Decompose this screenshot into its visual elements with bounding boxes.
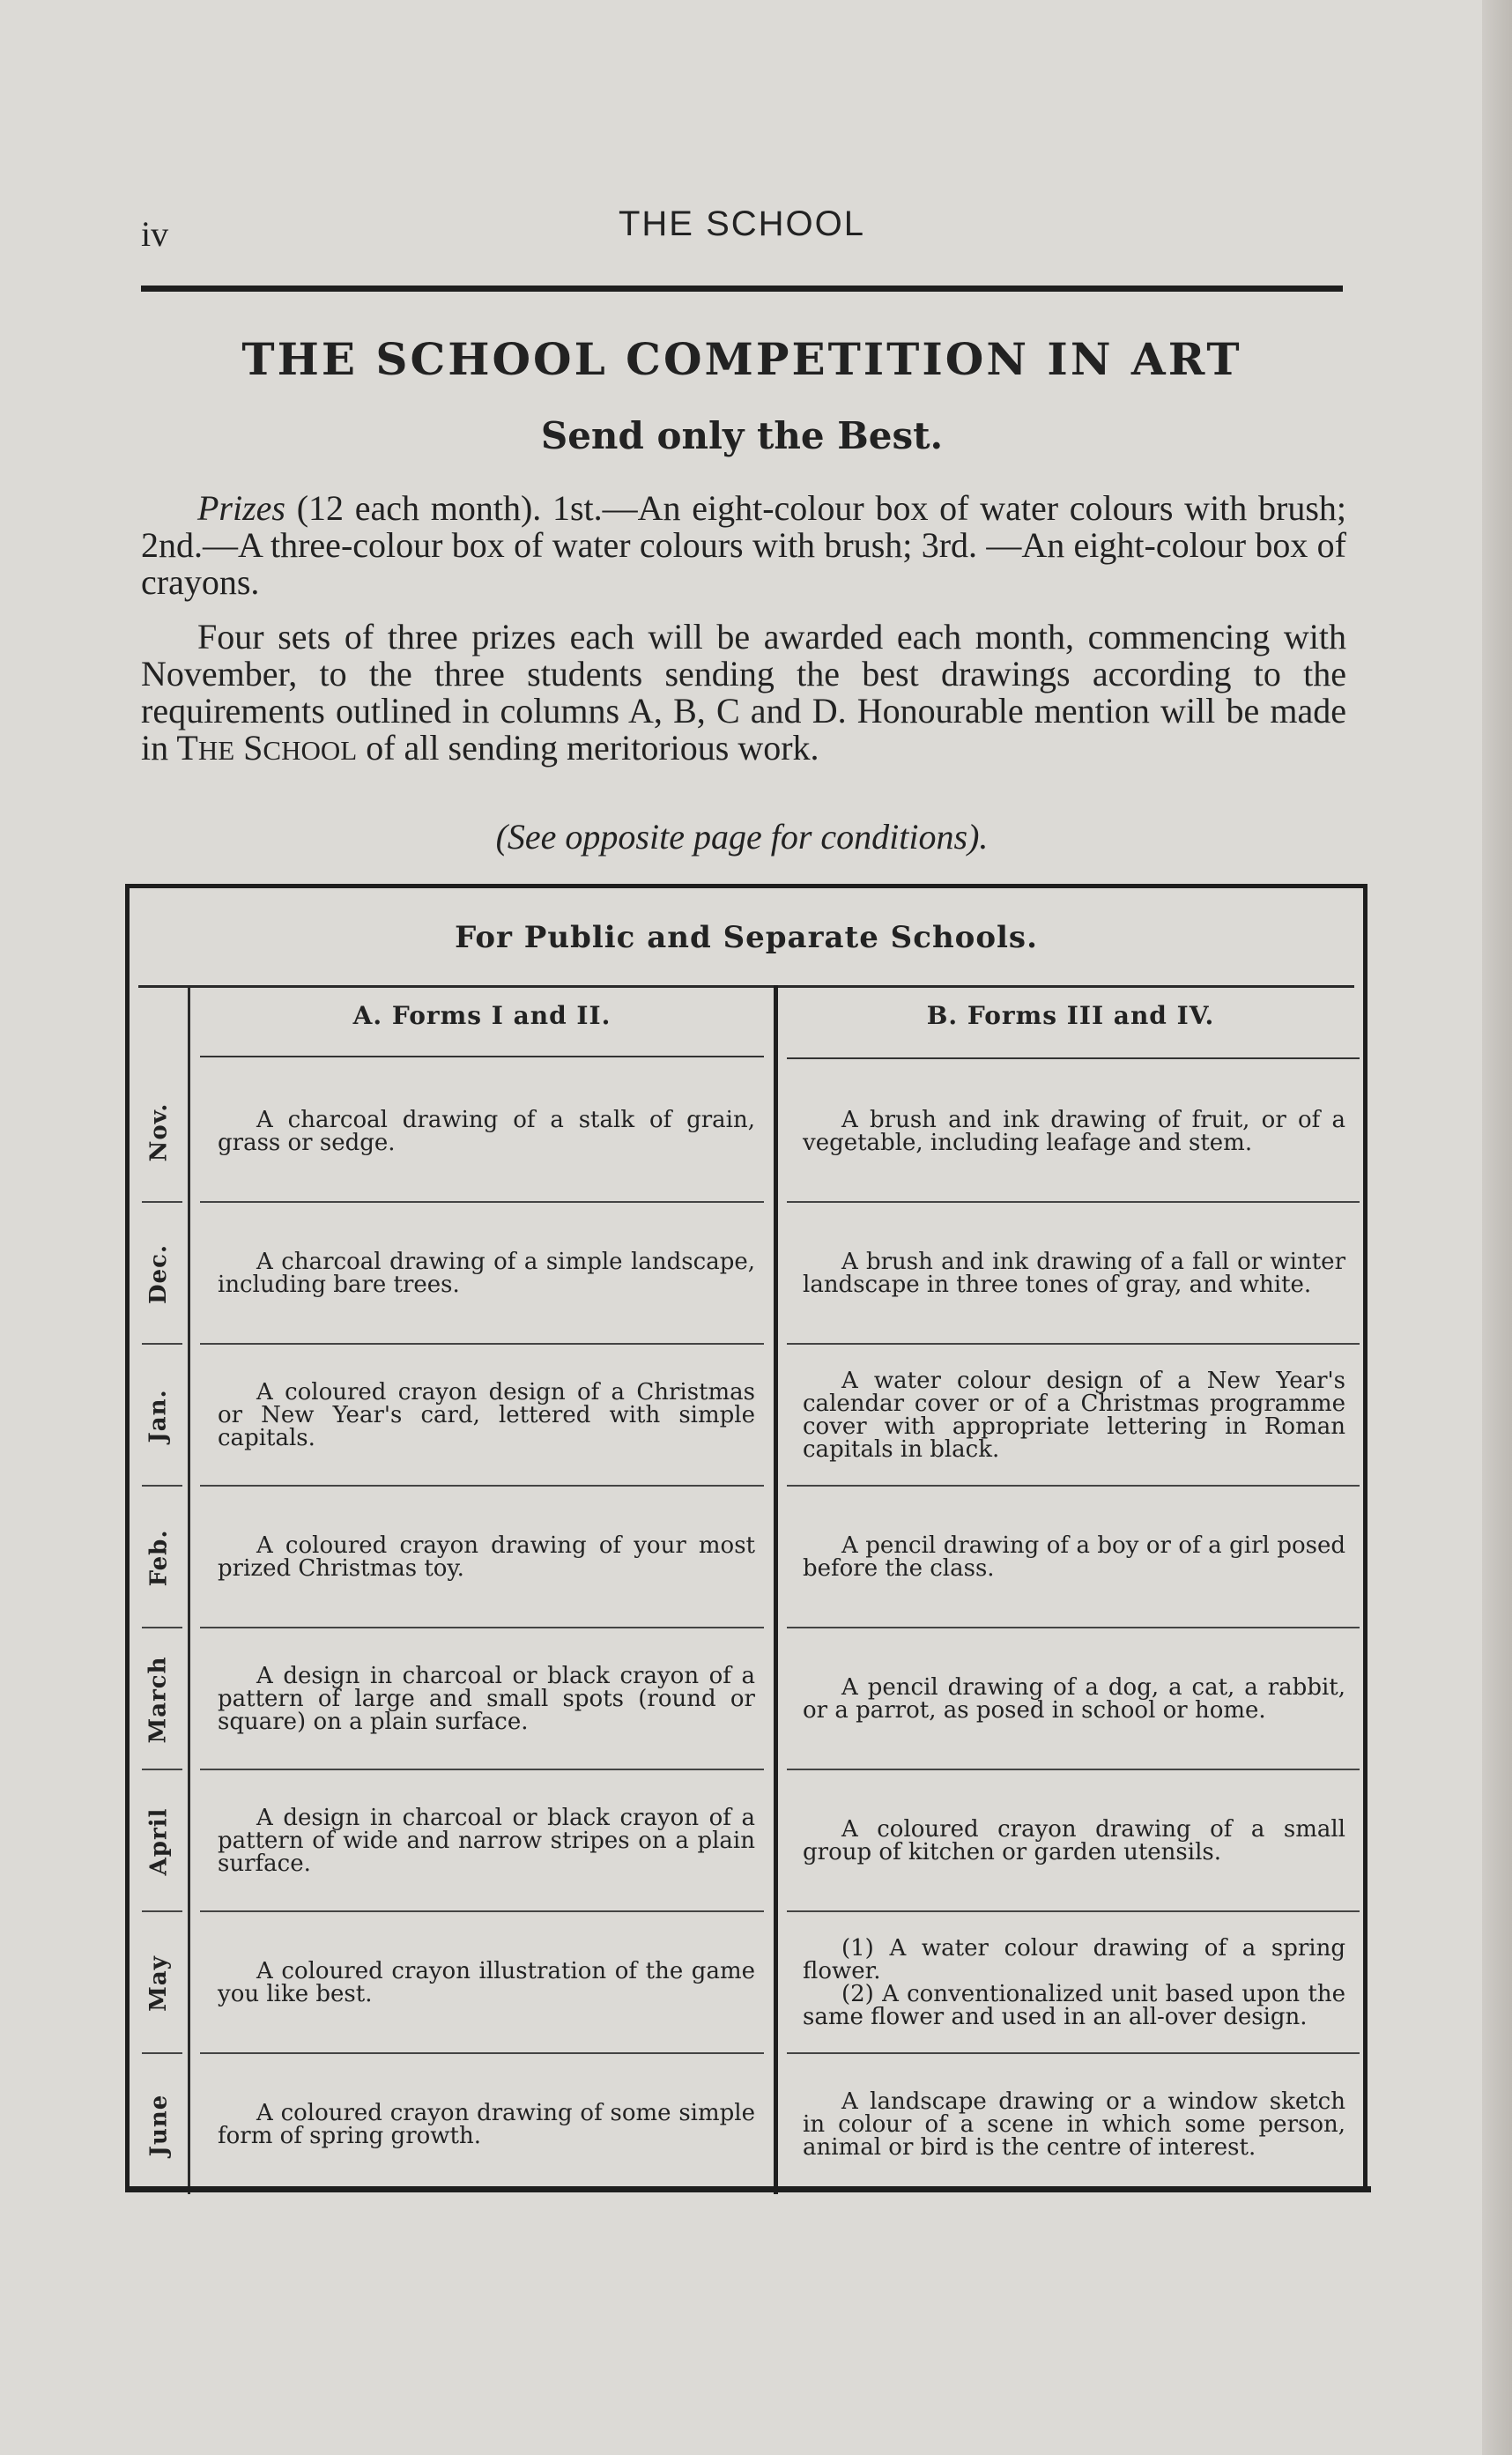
cell-form-b: A pencil drawing of a boy or of a girl posed before the class.: [803, 1532, 1345, 1582]
table-row: [130, 1203, 1363, 1345]
conditions-note: (See opposite page for conditions).: [495, 817, 989, 857]
table-row: [130, 1770, 1363, 1912]
article-subtitle: Send only the Best.: [540, 414, 944, 457]
cell-form-a: A charcoal drawing of a simple landscape, including bare trees.: [218, 1248, 755, 1298]
cell-form-b: A water colour design of a New Year's calendar cover or of a Christmas programme cover with appropriate lettering in Roman capitals in black.: [803, 1367, 1345, 1463]
cell-form-a: A design in charcoal or black crayon of a pattern of large and small spots (round or square) on a plain surface.: [218, 1662, 755, 1735]
month-label: March: [145, 1655, 172, 1744]
month-label: April: [145, 1807, 172, 1875]
month-label: Feb.: [145, 1529, 172, 1586]
page-number: iv: [141, 214, 169, 254]
cell-form-b: A coloured crayon drawing of a small group of kitchen or garden utensils.: [803, 1815, 1345, 1865]
running-head: THE SCHOOL: [618, 204, 866, 243]
cell-form-a: A coloured crayon drawing of some simple form of spring growth.: [218, 2099, 755, 2149]
column-header-a: A. Forms I and II.: [352, 1001, 611, 1030]
prizes-text: (12 each month). 1st.—An eight-colour box of water colours with brush; 2nd.—A three-colour box of water colours with brush; 3rd. —An eight-colour box of crayons.: [141, 488, 1347, 602]
table-bottom-rule: [125, 2186, 1371, 2192]
table-row: [130, 1061, 1363, 1203]
page-edge-shadow: [1482, 0, 1512, 2455]
month-label: Nov.: [145, 1102, 172, 1161]
cell-form-b: A brush and ink drawing of a fall or winter landscape in three tones of gray, and white.: [803, 1248, 1345, 1298]
column-header-rule-b: [787, 1057, 1360, 1059]
cell-form-a: A coloured crayon drawing of your most prized Christmas toy.: [218, 1532, 755, 1582]
cell-form-b: A pencil drawing of a dog, a cat, a rabbit, or a parrot, as posed in school or home.: [803, 1673, 1345, 1724]
header-rule: [141, 286, 1343, 292]
cell-form-a: A design in charcoal or black crayon of a pattern of wide and narrow stripes on a plain surface.: [218, 1804, 755, 1877]
month-label: June: [145, 2094, 172, 2156]
awards-paragraph: [141, 619, 1346, 769]
prizes-label: Prizes: [197, 488, 285, 528]
prizes-paragraph: [141, 490, 1346, 601]
cell-form-b: A brush and ink drawing of fruit, or of a vegetable, including leafage and stem.: [803, 1106, 1345, 1156]
table-row: [130, 1345, 1363, 1487]
month-label: May: [145, 1954, 172, 2012]
month-label: Jan.: [145, 1388, 172, 1443]
month-label: Dec.: [145, 1243, 173, 1304]
page-header: [141, 201, 1343, 254]
awards-text-before: Four sets of three prizes each will be awarded each month, commencing with November, to the three students sending the best drawings according to the requirements outlined in columns A, B, C and D. Honourable mention will be made in: [141, 617, 1346, 768]
column-header-b: B. Forms III and IV.: [926, 1001, 1215, 1030]
table-row: [130, 2054, 1363, 2196]
journal-name: THE SCHOOL: [176, 728, 358, 768]
table-caption: For Public and Separate Schools.: [455, 920, 1038, 955]
cell-form-a: A coloured crayon design of a Christmas or New Year's card, lettered with simple capitals.: [218, 1378, 755, 1451]
competition-table: [125, 884, 1367, 2190]
caption-rule: [138, 985, 1354, 988]
table-row: [130, 1912, 1363, 2054]
cell-form-b: (1) A water colour drawing of a spring flower. (2) A conventionalized unit based upon the same flower and used in an all-over design.: [803, 1934, 1345, 2030]
column-header-rule-a: [200, 1056, 764, 1057]
cell-form-a: A charcoal drawing of a stalk of grain, grass or sedge.: [218, 1106, 755, 1156]
awards-text-after: of all sending meritorious work.: [366, 728, 819, 768]
cell-form-a: A coloured crayon illustration of the game you like best.: [218, 1957, 755, 2007]
article-title: THE SCHOOL COMPETITION IN ART: [241, 333, 1242, 385]
cell-form-b: A landscape drawing or a window sketch in colour of a scene in which some person, animal or bird is the centre of interest.: [803, 2088, 1345, 2161]
table-row: [130, 1628, 1363, 1770]
table-row: [130, 1487, 1363, 1628]
